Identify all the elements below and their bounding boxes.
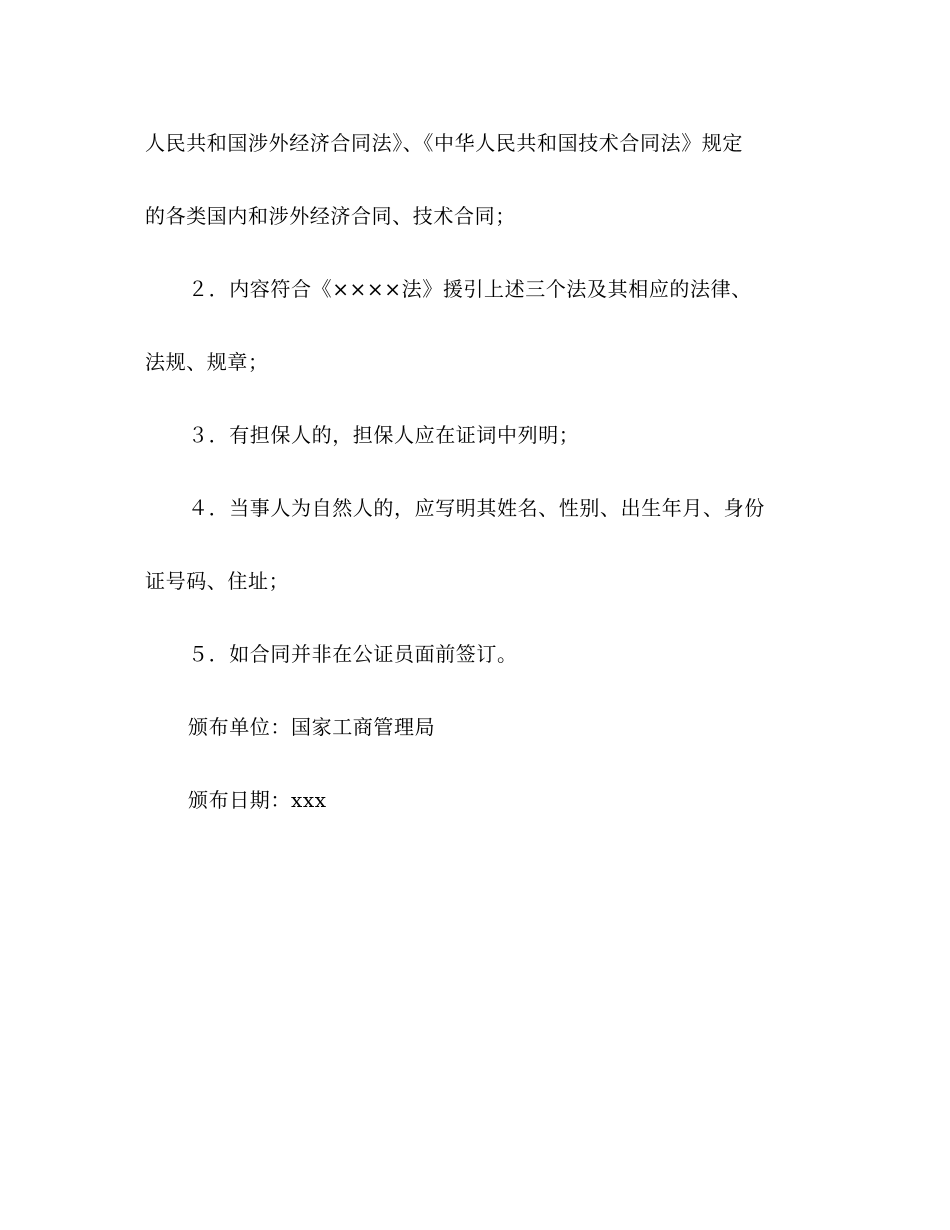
list-item-3: ３．有担保人的，担保人应在证词中列明； [188,423,580,447]
paragraph-line: 的各类国内和涉外经济合同、技术合同； [145,204,516,228]
list-item-4: ４．当事人为自然人的，应写明其姓名、性别、出生年月、身份 [188,496,765,520]
paragraph-line: 法规、规章； [145,350,269,374]
list-item-5: ５．如合同并非在公证员面前签订。 [188,642,518,666]
paragraph-line: 人民共和国涉外经济合同法》、《中华人民共和国技术合同法》规定 [145,131,743,155]
issuing-date: 颁布日期：xxx [188,788,327,812]
issuing-unit: 颁布单位：国家工商管理局 [188,715,436,739]
list-item-2: ２．内容符合《××××法》援引上述三个法及其相应的法律、 [188,277,752,301]
paragraph-line: 证号码、住址； [145,569,290,593]
